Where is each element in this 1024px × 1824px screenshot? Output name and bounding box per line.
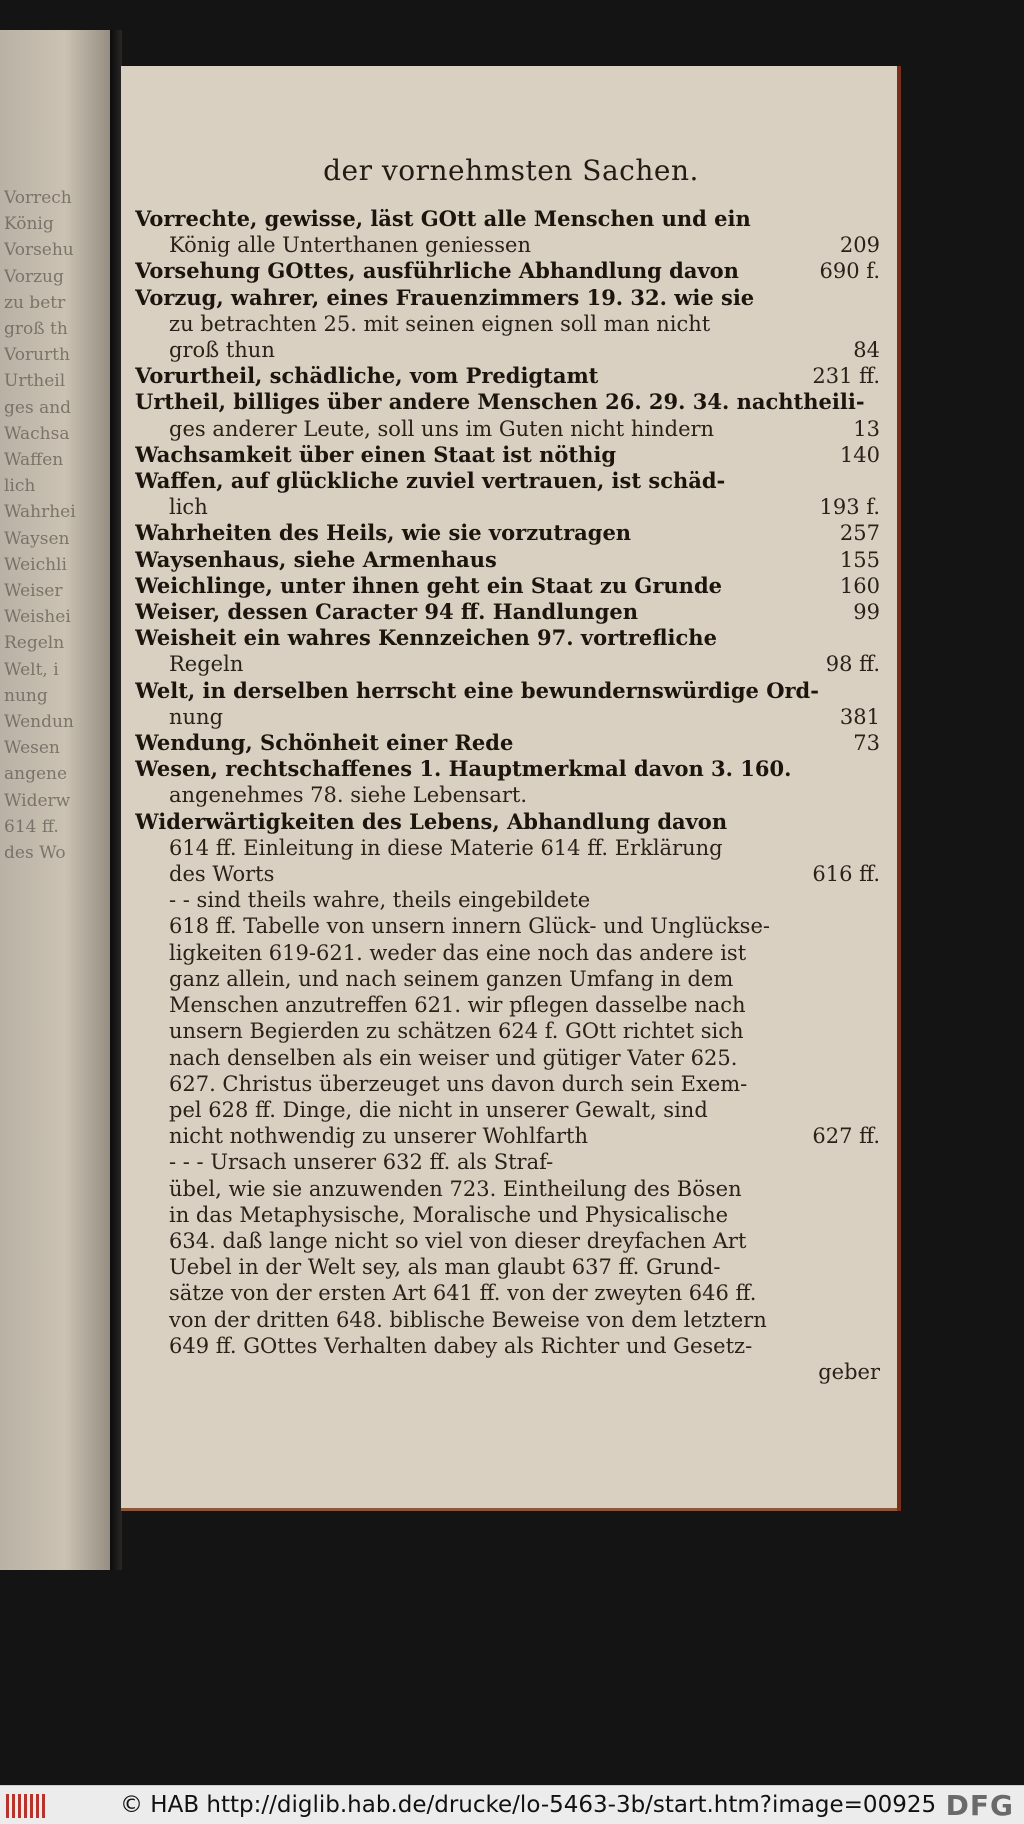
entry-line — [135, 285, 880, 311]
entry-headword-line: Urtheil, billiges über andere Menschen 26. 29. 34. nachtheili- — [135, 389, 865, 415]
entry-line — [135, 1228, 880, 1254]
entry-text: 649 ff. GOttes Verhalten dabey als Richter und Gesetz- — [169, 1333, 753, 1358]
index-entry — [135, 206, 880, 258]
entry-line — [135, 730, 880, 756]
entry-line — [135, 782, 880, 808]
page-reference: 231 ff. — [812, 364, 880, 389]
previous-page-fragment: Wendun — [4, 712, 74, 732]
entry-headword-line: Vorsehung GOttes, ausführliche Abhandlung davon — [135, 258, 739, 284]
previous-page-fragment: groß th — [4, 319, 68, 339]
page-reference: 690 f. — [819, 259, 880, 284]
entry-text: - - sind theils wahre, theils eingebildete — [169, 888, 591, 913]
entry-text: Uebel in der Welt sey, als man glaubt 637 ff. Grund- — [169, 1255, 721, 1280]
entry-headword-line: Weichlinge, unter ihnen geht ein Staat zu Grunde — [135, 572, 722, 598]
entry-line — [135, 756, 880, 782]
previous-page-fragment: Vorurth — [4, 345, 70, 366]
index-entry — [135, 625, 880, 677]
previous-page-fragment: Wesen — [4, 738, 60, 759]
entry-line — [135, 1149, 880, 1175]
entry-headword-line: Widerwärtigkeiten des Lebens, Abhandlung davon — [135, 808, 728, 834]
index-entry — [135, 468, 880, 520]
entry-headword-line: Wesen, rechtschaffenes 1. Hauptmerkmal davon 3. 160. — [135, 756, 792, 782]
entry-line — [135, 1176, 880, 1202]
entry-text: nung — [169, 704, 224, 729]
page-reference: 98 ff. — [825, 652, 880, 677]
entry-line — [135, 442, 880, 468]
previous-page-fragment: Weiser — [4, 581, 63, 601]
index-entry — [135, 678, 880, 730]
entry-line — [135, 599, 880, 625]
index-entry — [135, 442, 880, 468]
entry-text: nicht nothwendig zu unserer Wohlfarth — [169, 1124, 589, 1149]
index-entry — [135, 756, 880, 808]
entry-text: ligkeiten 619-621. weder das eine noch das andere ist — [169, 940, 747, 965]
entry-line — [135, 258, 880, 284]
index-entry — [135, 599, 880, 625]
entry-line — [135, 1071, 880, 1097]
entry-line — [135, 1359, 880, 1385]
entry-line — [135, 1307, 880, 1333]
entry-line — [135, 547, 880, 573]
entry-text: - - - Ursach unserer 632 ff. als Straf- — [169, 1150, 554, 1175]
entry-line — [135, 311, 880, 337]
entry-text: 627. Christus überzeuget uns davon durch sein Exem- — [169, 1071, 748, 1096]
entry-text: angenehmes 78. siehe Lebensart. — [169, 783, 528, 808]
previous-page-fragment: lich — [4, 476, 36, 497]
entry-text: ges anderer Leute, soll uns im Guten nicht hindern — [169, 416, 715, 441]
entry-headword-line: Waysenhaus, siehe Armenhaus — [135, 546, 497, 572]
page-reference: 155 — [839, 547, 880, 572]
entry-line — [135, 1333, 880, 1359]
previous-page-fragment: Waffen — [4, 450, 64, 470]
index-entry — [135, 730, 880, 756]
index-entry — [135, 573, 880, 599]
entry-line — [135, 468, 880, 494]
index-entry — [135, 258, 880, 284]
previous-page-fragment: 614 ff. — [4, 816, 59, 837]
index-entry — [135, 363, 880, 389]
previous-page-fragment: König — [4, 214, 54, 235]
entry-text: übel, wie sie anzuwenden 723. Eintheilung des Bösen — [169, 1176, 742, 1201]
entry-headword-line: Waffen, auf glückliche zuviel vertrauen, ist schäd- — [135, 468, 726, 494]
entry-line — [135, 835, 880, 861]
entry-line — [135, 1097, 880, 1123]
entry-line — [135, 1280, 880, 1306]
previous-page-fragment: angene — [4, 764, 68, 785]
running-head: der vornehmsten Sachen. — [323, 154, 699, 187]
entry-text: Menschen anzutreffen 621. wir pflegen dasselbe nach — [169, 993, 746, 1018]
page-reference: 99 — [853, 600, 880, 625]
entry-headword-line: Welt, in derselben herrscht eine bewundernswürdige Ord- — [135, 677, 819, 703]
previous-page-fragment: Wachsa — [4, 423, 70, 444]
entry-line — [135, 625, 880, 651]
entry-line — [135, 1254, 880, 1280]
previous-page-fragment: Vorzug — [4, 266, 64, 287]
page-reference: geber — [818, 1359, 880, 1384]
index-entry — [135, 547, 880, 573]
entry-headword-line: Weiser, dessen Caracter 94 ff. Handlungen — [135, 599, 639, 625]
entry-line — [135, 1018, 880, 1044]
entry-text: 618 ff. Tabelle von unsern innern Glück- und Unglückse- — [169, 914, 770, 939]
page-reference: 140 — [839, 442, 880, 467]
index-entry — [135, 809, 880, 1385]
previous-page-fragment: Wahrhei — [4, 502, 76, 523]
entry-line — [135, 389, 880, 415]
entry-line — [135, 494, 880, 520]
previous-page-fragment: des Wo — [4, 843, 66, 863]
previous-page-fragment: Vorrech — [4, 188, 72, 208]
index-entries — [135, 206, 880, 1385]
entry-text: in das Metaphysische, Moralische und Physicalische — [169, 1202, 729, 1227]
entry-line — [135, 861, 880, 887]
entry-text: pel 628 ff. Dinge, die nicht in unserer Gewalt, sind — [169, 1097, 708, 1122]
entry-line — [135, 337, 880, 363]
entry-text: 634. daß lange nicht so viel von dieser dreyfachen Art — [169, 1228, 747, 1253]
entry-headword-line: Wachsamkeit über einen Staat ist nöthig — [135, 441, 617, 467]
previous-page-fragment: Weishei — [4, 607, 71, 628]
entry-line — [135, 363, 880, 389]
entry-headword-line: Wahrheiten des Heils, wie sie vorzutragen — [135, 520, 632, 546]
entry-line — [135, 573, 880, 599]
entry-text: 614 ff. Einleitung in diese Materie 614 ff. Erklärung — [169, 835, 723, 860]
entry-line — [135, 704, 880, 730]
entry-line — [135, 520, 880, 546]
page-reference: 73 — [853, 731, 880, 756]
previous-page-fragment: zu betr — [4, 292, 66, 313]
previous-page-fragment: Widerw — [4, 790, 71, 811]
book-page — [121, 66, 901, 1511]
entry-line — [135, 416, 880, 442]
previous-page-edge — [0, 30, 118, 1570]
previous-page-fragment: ges and — [4, 397, 72, 418]
page-reference: 257 — [839, 521, 880, 546]
page-reference: 616 ff. — [812, 862, 880, 887]
entry-line — [135, 992, 880, 1018]
library-logo-icon — [6, 1794, 48, 1818]
entry-text: des Worts — [169, 862, 275, 887]
previous-page-fragment: Urtheil — [4, 371, 66, 392]
viewer-footer — [0, 1785, 1024, 1824]
entry-line — [135, 887, 880, 913]
entry-line — [135, 206, 880, 232]
entry-headword-line: Vorrechte, gewisse, läst GOtt alle Menschen und ein — [135, 206, 751, 231]
previous-page-fragment: Vorsehu — [4, 240, 74, 261]
entry-text: zu betrachten 25. mit seinen eignen soll man nicht — [169, 311, 711, 336]
entry-line — [135, 678, 880, 704]
page-reference: 209 — [839, 233, 880, 258]
page-reference: 193 f. — [819, 495, 880, 520]
entry-text: groß thun — [169, 338, 275, 363]
entry-headword-line: Vorzug, wahrer, eines Frauenzimmers 19. 32. wie sie — [135, 284, 755, 310]
copyright-link[interactable]: © HAB http://diglib.hab.de/drucke/lo-5463-3b/start.htm?image=00925 — [120, 1792, 937, 1818]
page-reference: 84 — [853, 338, 880, 363]
page-reference: 160 — [839, 573, 880, 598]
entry-text: König alle Unterthanen geniessen — [169, 233, 531, 258]
previous-page-fragment: Weichli — [4, 554, 67, 575]
previous-page-fragment: nung — [4, 685, 48, 706]
previous-page-fragment: Welt, i — [4, 659, 59, 680]
previous-page-fragment: Waysen — [4, 528, 70, 549]
entry-headword-line: Weisheit ein wahres Kennzeichen 97. vortrefliche — [135, 625, 717, 651]
entry-line — [135, 651, 880, 677]
entry-text: unsern Begierden zu schätzen 624 f. GOtt richtet sich — [169, 1019, 744, 1044]
dfg-logo: DFG — [945, 1789, 1014, 1822]
entry-headword-line: Wendung, Schönheit einer Rede — [135, 730, 514, 756]
entry-line — [135, 809, 880, 835]
index-entry — [135, 520, 880, 546]
entry-line — [135, 966, 880, 992]
entry-line — [135, 232, 880, 258]
page-reference: 627 ff. — [812, 1124, 880, 1149]
index-entry — [135, 285, 880, 364]
entry-text: ganz allein, und nach seinem ganzen Umfang in dem — [169, 966, 734, 991]
entry-line — [135, 1123, 880, 1149]
entry-line — [135, 913, 880, 939]
entry-headword-line: Vorurtheil, schädliche, vom Predigtamt — [135, 363, 599, 389]
previous-page-fragment: Regeln — [4, 633, 65, 654]
entry-text: nach denselben als ein weiser und gütiger Vater 625. — [169, 1045, 738, 1070]
entry-text: von der dritten 648. biblische Beweise von dem letztern — [169, 1307, 767, 1332]
page-reference: 13 — [853, 416, 880, 441]
index-entry — [135, 389, 880, 441]
entry-text: lich — [169, 495, 208, 520]
entry-line — [135, 1045, 880, 1071]
entry-text: Regeln — [169, 652, 244, 677]
entry-line — [135, 1202, 880, 1228]
page-reference: 381 — [839, 704, 880, 729]
entry-line — [135, 940, 880, 966]
entry-text: sätze von der ersten Art 641 ff. von der zweyten 646 ff. — [169, 1281, 757, 1306]
